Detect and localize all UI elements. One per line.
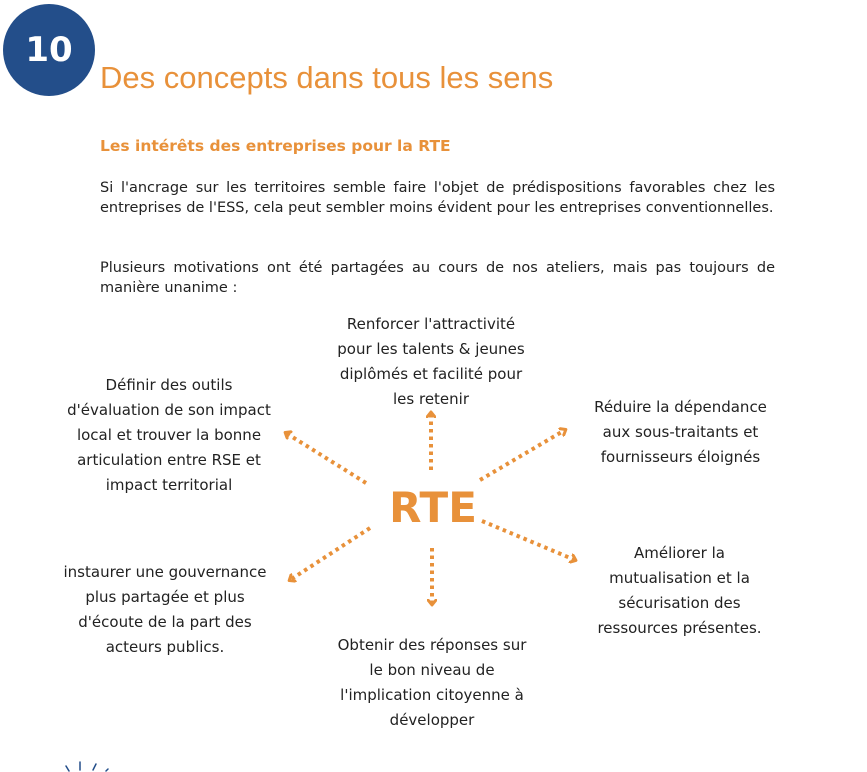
arrow-down-right [482,521,575,560]
sun-rays-decoration-icon [58,758,118,772]
node-top-right-dependance [568,395,793,470]
node-line: Définir des outils [105,376,233,394]
node-bottom-citoyenne [315,633,549,733]
node-line: les retenir [393,390,469,408]
node-line: impact territorial [105,476,233,494]
node-line: mutualisation et la [609,569,750,587]
page-number-badge: 10 [3,4,95,96]
arrow-up-right [480,430,565,480]
node-line: l'implication citoyenne à [340,686,524,704]
node-line: fournisseurs éloignés [600,448,761,466]
node-line: Réduire la dépendance [594,398,767,416]
node-line: d'écoute de la part des [78,613,252,631]
node-bottom-left-gouvernance [44,560,286,660]
node-line: diplômés et facilité pour [339,365,523,383]
node-line: sécurisation des [618,594,741,612]
motivations-paragraph: Plusieurs motivations ont été partagées au cours de nos ateliers, mais pas toujours de manière unanime : [100,260,775,296]
node-line: articulation entre RSE et [77,451,261,469]
node-top-attractivite [311,312,551,412]
arrow-up-left [286,433,366,483]
arrow-down-left [290,528,370,580]
node-line: Obtenir des réponses sur [337,636,527,654]
node-line: local et trouver la bonne [76,426,262,444]
node-line: d'évaluation de son impact [67,401,271,419]
node-line: instaurer une gouvernance [63,563,267,581]
page-title: Des concepts dans tous les sens [100,60,554,95]
node-line: le bon niveau de [369,661,495,679]
node-bottom-right-mutualisation [582,541,777,641]
node-line: développer [389,711,475,729]
node-line: pour les talents & jeunes [337,340,525,358]
node-line: aux sous-traitants et [602,423,759,441]
node-line: ressources présentes. [597,619,762,637]
node-line: Améliorer la [634,544,725,562]
node-top-left-outils [44,373,294,498]
node-line: acteurs publics. [105,638,225,656]
intro-paragraph: Si l'ancrage sur les territoires semble faire l'objet de prédispositions favorables chez les entreprises de l'ESS, cela peut sembler moins évident pour les entreprises conventionnelles. [100,180,775,216]
section-title: Les intérêts des entreprises pour la RTE [100,137,451,155]
node-line: plus partagée et plus [85,588,245,606]
node-line: Renforcer l'attractivité [346,315,516,333]
diagram-hub-rte: RTE [389,483,477,532]
